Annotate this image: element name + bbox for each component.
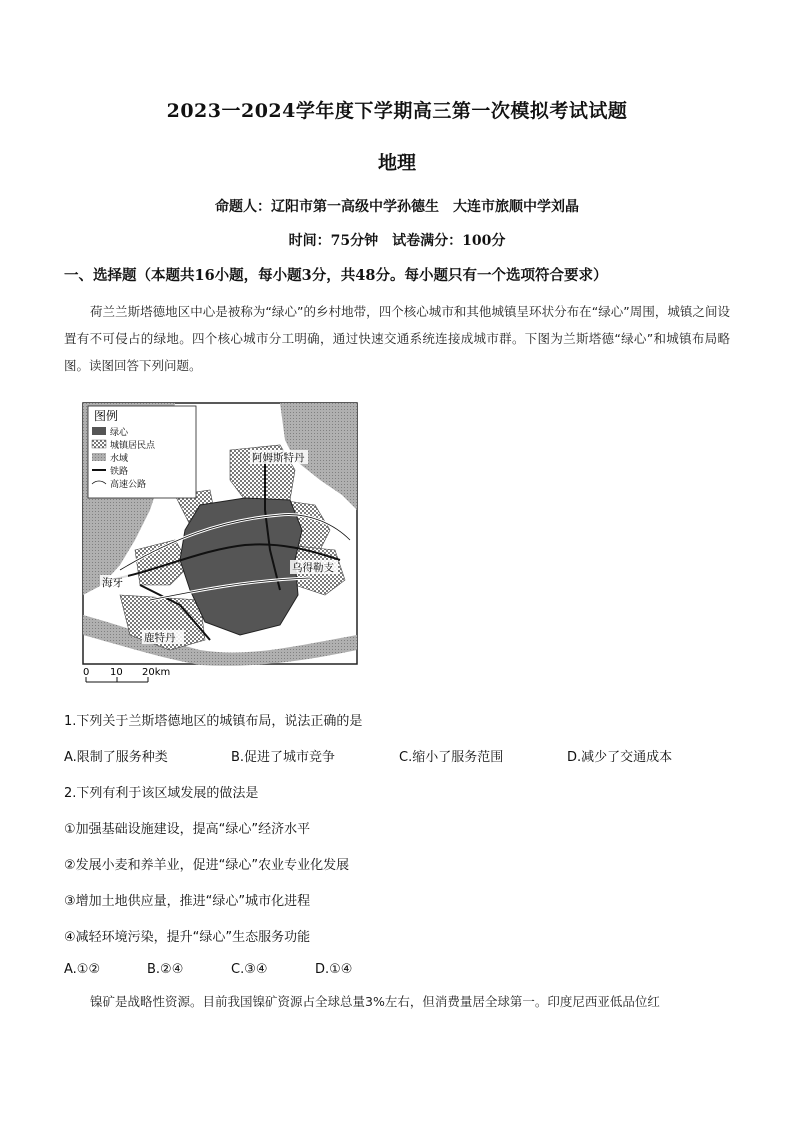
authors-line: 命题人：辽阳市第一高级中学孙德生 大连市旅顺中学刘晶 bbox=[215, 199, 579, 215]
q1-stem: 1.下列关于兰斯塔德地区的城镇布局，说法正确的是 bbox=[64, 714, 363, 729]
nickel-paragraph: 镍矿是战略性资源。目前我国镍矿资源占全球总量3%左右，但消费量居全球第一。印度尼西亚低品位红 bbox=[90, 994, 660, 1009]
city-label-rotterdam: 鹿特丹 bbox=[144, 632, 176, 644]
legend-label-water: 水域 bbox=[110, 454, 129, 464]
q1-option-d[interactable]: D.减少了交通成本 bbox=[567, 750, 673, 765]
q2-item-3: ③增加土地供应量，推进“绿心”城市化进程 bbox=[64, 894, 311, 909]
q2-item-4: ④减轻环境污染，提升“绿心”生态服务功能 bbox=[64, 930, 311, 945]
randstad-map bbox=[80, 400, 362, 690]
time-info: 时间：75分钟 试卷满分：100分 bbox=[288, 233, 506, 249]
q2-option-c[interactable]: C.③④ bbox=[231, 962, 268, 977]
subject-title: 地理 bbox=[377, 152, 416, 174]
scale-label-0: 0 bbox=[83, 667, 90, 678]
exam-title: 2023一2024学年度下学期高三第一次模拟考试试题 bbox=[166, 100, 628, 122]
q2-options bbox=[0, 962, 794, 982]
legend-label-highway: 高速公路 bbox=[110, 480, 147, 490]
q2-option-a[interactable]: A.①② bbox=[64, 962, 101, 977]
q2-item-2: ②发展小麦和养羊业，促进“绿心”农业专业化发展 bbox=[64, 858, 350, 873]
q1-option-b[interactable]: B.促进了城市竞争 bbox=[231, 750, 336, 765]
scale-label-20km: 20km bbox=[142, 667, 171, 678]
q1-option-a[interactable]: A.限制了服务种类 bbox=[64, 750, 168, 765]
legend-label-town: 城镇居民点 bbox=[110, 441, 156, 451]
legend-label-green-heart: 绿心 bbox=[110, 428, 129, 438]
q2-option-b[interactable]: B.②④ bbox=[147, 962, 184, 977]
q1-options bbox=[0, 746, 794, 766]
city-label-hague: 海牙 bbox=[102, 577, 123, 589]
city-label-utrecht: 乌得勒支 bbox=[292, 562, 334, 574]
city-label-amsterdam: 阿姆斯特丹 bbox=[252, 452, 305, 464]
legend-swatch-green-heart bbox=[92, 427, 106, 435]
legend-swatch-water bbox=[92, 453, 106, 461]
scale-label-10: 10 bbox=[110, 667, 123, 678]
legend-title: 图例 bbox=[94, 409, 119, 423]
q2-option-d[interactable]: D.①④ bbox=[315, 962, 353, 977]
section-heading: 一、选择题（本题共16小题，每小题3分，共48分。每小题只有一个选项符合要求） bbox=[64, 267, 608, 284]
q1-option-c[interactable]: C.缩小了服务范围 bbox=[399, 750, 504, 765]
legend-swatch-town bbox=[92, 440, 106, 448]
intro-paragraph: 荷兰兰斯塔德地区中心是被称为“绿心”的乡村地带，四个核心城市和其他城镇呈环状分布在“绿心”周围，城镇之间设置有不可侵占的绿地。四个核心城市分工明确，通过快速交通系统连接成城市群。下图为兰斯塔德“绿心”和城镇布局略图。读图回答下列问题。 bbox=[64, 304, 730, 373]
q2-stem: 2.下列有利于该区域发展的做法是 bbox=[64, 786, 259, 801]
legend-label-railway: 铁路 bbox=[110, 467, 129, 477]
q2-item-1: ①加强基础设施建设，提高“绿心”经济水平 bbox=[64, 822, 311, 837]
